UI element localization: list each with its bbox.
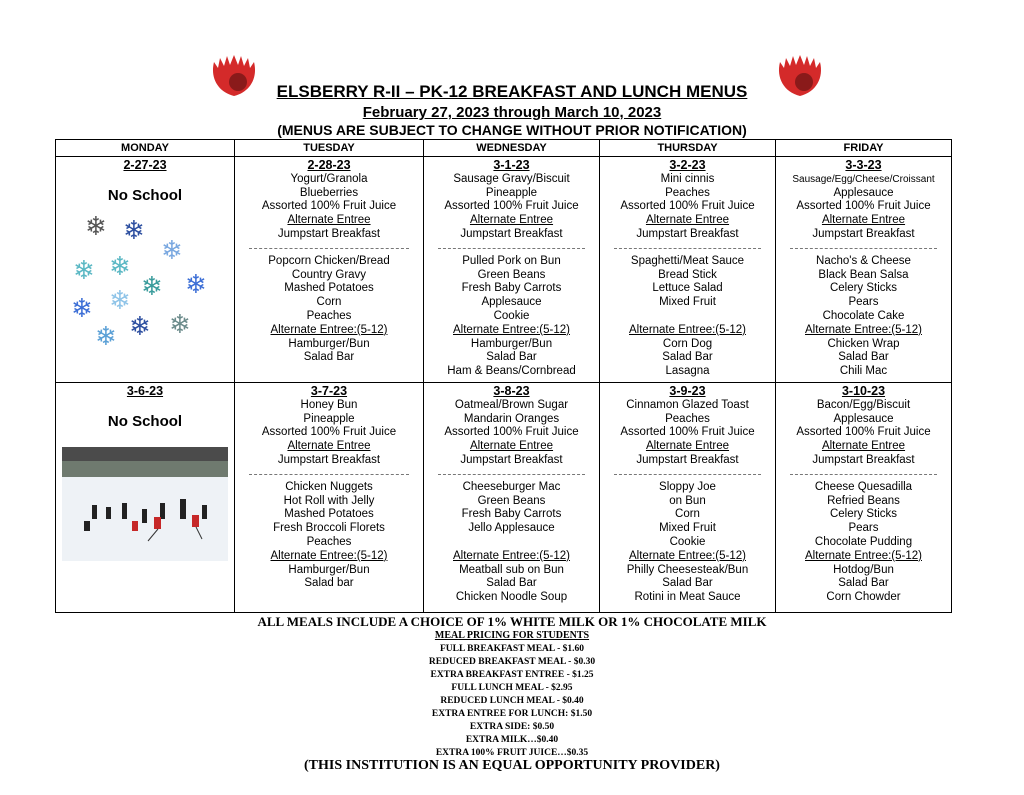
lunch-item: Sloppy Joe bbox=[659, 480, 716, 493]
breakfast-item: Alternate Entree bbox=[645, 214, 730, 227]
price-line: FULL BREAKFAST MEAL - $1.60 bbox=[439, 644, 585, 654]
lunch-item: Spaghetti/Meat Sauce bbox=[630, 254, 745, 267]
breakfast-item: Alternate Entree bbox=[469, 440, 554, 453]
lunch-item: Country Gravy bbox=[291, 268, 367, 281]
day-cell-tuesday bbox=[235, 383, 424, 613]
lunch-item: Salad Bar bbox=[838, 351, 889, 364]
price-line: EXTRA BREAKFAST ENTREE - $1.25 bbox=[430, 670, 594, 680]
lunch-item: Hot Roll with Jelly bbox=[283, 494, 375, 507]
breakfast-item: Jumpstart Breakfast bbox=[636, 227, 739, 240]
breakfast-item: Cinnamon Glazed Toast bbox=[626, 398, 749, 411]
lunch-item: on Bun bbox=[669, 494, 706, 507]
lunch-item: Salad Bar bbox=[662, 577, 713, 590]
day-cell-monday bbox=[56, 383, 235, 613]
lunch-item: Celery Sticks bbox=[829, 282, 898, 295]
breakfast-item: Assorted 100% Fruit Juice bbox=[261, 200, 397, 213]
breakfast-item: Honey Bun bbox=[300, 398, 358, 411]
day-header: WEDNESDAY bbox=[424, 140, 600, 157]
lunch-item: Bread Stick bbox=[658, 268, 717, 281]
lunch-item: Alternate Entree:(5-12) bbox=[805, 323, 922, 336]
snowflake-icon: ❄ bbox=[73, 254, 95, 285]
snowflake-icon: ❄ bbox=[141, 270, 163, 301]
lunch-item: Nacho's & Cheese bbox=[816, 254, 911, 267]
breakfast-item: Jumpstart Breakfast bbox=[460, 227, 563, 240]
day-header: FRIDAY bbox=[776, 140, 952, 157]
price-line: EXTRA SIDE: $0.50 bbox=[469, 722, 555, 732]
equal-opportunity-statement: (THIS INSTITUTION IS AN EQUAL OPPORTUNITY PROVIDER) bbox=[304, 758, 720, 773]
price-line: REDUCED LUNCH MEAL - $0.40 bbox=[440, 696, 584, 706]
breakfast-item: Bacon/Egg/Biscuit bbox=[816, 398, 911, 411]
lunch-item: Cheeseburger Mac bbox=[462, 480, 561, 493]
breakfast-item: Alternate Entree bbox=[645, 440, 730, 453]
lunch-item: Applesauce bbox=[481, 296, 542, 309]
breakfast-item: Assorted 100% Fruit Juice bbox=[444, 426, 579, 439]
lunch-item: Hotdog/Bun bbox=[833, 563, 894, 576]
menu-notice: (MENUS ARE SUBJECT TO CHANGE WITHOUT PRIOR NOTIFICATION) bbox=[277, 122, 747, 138]
lunch-item: Mashed Potatoes bbox=[284, 282, 374, 295]
day-date: 3-3-23 bbox=[845, 158, 882, 172]
no-school-label: No School bbox=[107, 412, 183, 430]
breakfast-item: Assorted 100% Fruit Juice bbox=[796, 200, 931, 213]
breakfast-item: Jumpstart Breakfast bbox=[460, 453, 563, 466]
lunch-item: Lasagna bbox=[665, 365, 710, 378]
lunch-item: Salad bar bbox=[304, 577, 354, 590]
day-date: 3-8-23 bbox=[493, 384, 530, 398]
pricing-heading: MEAL PRICING FOR STUDENTS bbox=[434, 630, 590, 641]
lunch-item: Corn bbox=[675, 508, 700, 521]
day-cell-tuesday bbox=[235, 157, 424, 383]
day-header: TUESDAY bbox=[235, 140, 424, 157]
lunch-item: Celery Sticks bbox=[829, 508, 898, 521]
lunch-item: Salad Bar bbox=[486, 577, 537, 590]
lunch-item: Fresh Baby Carrots bbox=[461, 282, 562, 295]
snowflake-icon: ❄ bbox=[71, 292, 93, 323]
day-date: 3-1-23 bbox=[493, 158, 530, 172]
lunch-item: Salad Bar bbox=[838, 577, 889, 590]
day-header: MONDAY bbox=[56, 140, 235, 157]
lunch-item: Alternate Entree:(5-12) bbox=[629, 549, 746, 562]
lunch-item: Alternate Entree:(5-12) bbox=[453, 549, 570, 562]
meal-divider bbox=[438, 474, 585, 475]
price-line: FULL LUNCH MEAL - $2.95 bbox=[451, 683, 573, 693]
day-cell-friday bbox=[776, 383, 952, 613]
snowflakes-image bbox=[65, 211, 225, 351]
breakfast-item: Jumpstart Breakfast bbox=[812, 453, 915, 466]
lunch-item: Cheese Quesadilla bbox=[814, 480, 913, 493]
lunch-item: Lettuce Salad bbox=[652, 282, 723, 295]
lunch-item: Ham & Beans/Cornbread bbox=[447, 365, 576, 378]
lunch-item: Philly Cheesesteak/Bun bbox=[626, 563, 749, 576]
snowflake-icon: ❄ bbox=[123, 214, 145, 245]
breakfast-item: Blueberries bbox=[299, 186, 359, 199]
breakfast-item: Alternate Entree bbox=[469, 214, 554, 227]
day-cell-monday bbox=[56, 157, 235, 383]
lunch-item: Chicken Nuggets bbox=[285, 480, 373, 493]
snowflake-icon: ❄ bbox=[95, 320, 117, 351]
day-date: 3-6-23 bbox=[126, 384, 164, 398]
lunch-item: Hamburger/Bun bbox=[470, 337, 553, 350]
snowflake-icon: ❄ bbox=[109, 284, 131, 315]
breakfast-item: Alternate Entree bbox=[821, 214, 906, 227]
breakfast-item: Sausage Gravy/Biscuit bbox=[453, 172, 570, 185]
meal-divider bbox=[438, 248, 585, 249]
day-cell-friday bbox=[776, 157, 952, 383]
menu-date-range: February 27, 2023 through March 10, 2023 bbox=[362, 104, 662, 121]
breakfast-item: Applesauce bbox=[833, 412, 894, 425]
breakfast-item: Assorted 100% Fruit Juice bbox=[620, 426, 755, 439]
menu-title: ELSBERRY R-II – PK-12 BREAKFAST AND LUNCH MENUS bbox=[276, 82, 748, 101]
lunch-item: Green Beans bbox=[477, 268, 546, 281]
price-line: EXTRA MILK…$0.40 bbox=[465, 735, 559, 745]
snowflake-icon: ❄ bbox=[85, 210, 107, 241]
breakfast-item: Mini cinnis bbox=[660, 172, 715, 185]
meal-divider bbox=[249, 248, 409, 249]
price-line: EXTRA ENTREE FOR LUNCH: $1.50 bbox=[431, 709, 593, 719]
lunch-item: Jello Applesauce bbox=[468, 522, 555, 535]
snowflake-icon: ❄ bbox=[161, 234, 183, 265]
day-date: 3-2-23 bbox=[669, 158, 706, 172]
day-header-row bbox=[56, 140, 952, 157]
lunch-item: Cookie bbox=[669, 535, 706, 548]
day-date: 3-7-23 bbox=[310, 384, 348, 398]
lunch-item: Alternate Entree:(5-12) bbox=[629, 323, 746, 336]
lunch-item: Hamburger/Bun bbox=[288, 337, 370, 350]
lunch-item: Chicken Noodle Soup bbox=[455, 591, 568, 604]
breakfast-item: Alternate Entree bbox=[821, 440, 906, 453]
breakfast-item: Sausage/Egg/Cheese/Croissant bbox=[792, 173, 935, 185]
lunch-item: Mixed Fruit bbox=[659, 522, 716, 535]
lunch-item: Popcorn Chicken/Bread bbox=[268, 254, 390, 267]
lunch-item: Alternate Entree:(5-12) bbox=[270, 549, 388, 562]
day-cell-wednesday bbox=[424, 157, 600, 383]
snowflake-icon: ❄ bbox=[169, 308, 191, 339]
lunch-item: Chili Mac bbox=[839, 365, 888, 378]
lunch-item: Alternate Entree:(5-12) bbox=[805, 549, 922, 562]
breakfast-item: Alternate Entree bbox=[287, 214, 371, 227]
day-header: THURSDAY bbox=[600, 140, 776, 157]
pond-hockey-photo bbox=[62, 447, 228, 561]
lunch-item: Pears bbox=[848, 296, 879, 309]
day-cell-wednesday bbox=[424, 383, 600, 613]
milk-notice: ALL MEALS INCLUDE A CHOICE OF 1% WHITE MILK OR 1% CHOCOLATE MILK bbox=[257, 614, 767, 629]
breakfast-item: Pineapple bbox=[485, 186, 538, 199]
day-cell-thursday bbox=[600, 157, 776, 383]
breakfast-item: Jumpstart Breakfast bbox=[812, 227, 915, 240]
breakfast-item: Pineapple bbox=[303, 412, 355, 425]
day-date: 3-10-23 bbox=[841, 384, 886, 398]
day-cell-thursday bbox=[600, 383, 776, 613]
lunch-item: Fresh Broccoli Florets bbox=[273, 522, 385, 535]
breakfast-item: Peaches bbox=[665, 186, 710, 199]
breakfast-item: Assorted 100% Fruit Juice bbox=[620, 200, 755, 213]
breakfast-item: Yogurt/Granola bbox=[290, 172, 368, 185]
lunch-item: Salad Bar bbox=[303, 351, 355, 364]
no-school-label: No School bbox=[107, 186, 183, 204]
meal-divider bbox=[790, 248, 937, 249]
lunch-item: Salad Bar bbox=[486, 351, 537, 364]
menu-table bbox=[55, 139, 952, 613]
lunch-item: Rotini in Meat Sauce bbox=[634, 591, 741, 604]
lunch-item: Mashed Potatoes bbox=[284, 508, 374, 521]
breakfast-item: Oatmeal/Brown Sugar bbox=[454, 398, 569, 411]
lunch-item: Cookie bbox=[493, 309, 530, 322]
lunch-item: Peaches bbox=[306, 535, 352, 548]
breakfast-item: Assorted 100% Fruit Juice bbox=[796, 426, 931, 439]
lunch-item: Hamburger/Bun bbox=[288, 563, 370, 576]
day-date: 2-28-23 bbox=[307, 158, 351, 172]
meal-divider bbox=[790, 474, 937, 475]
meal-divider bbox=[249, 474, 409, 475]
lunch-item: Green Beans bbox=[477, 494, 546, 507]
lunch-item: Mixed Fruit bbox=[659, 296, 716, 309]
snowflake-icon: ❄ bbox=[185, 268, 207, 299]
day-date: 2-27-23 bbox=[123, 158, 167, 172]
meal-divider bbox=[614, 474, 761, 475]
lunch-item: Alternate Entree:(5-12) bbox=[270, 323, 388, 336]
lunch-item: Black Bean Salsa bbox=[818, 268, 909, 281]
lunch-item bbox=[600, 310, 775, 324]
lunch-item: Peaches bbox=[306, 309, 352, 322]
week-row bbox=[56, 383, 952, 613]
snowflake-icon: ❄ bbox=[109, 250, 131, 281]
breakfast-item: Assorted 100% Fruit Juice bbox=[261, 426, 397, 439]
breakfast-item: Applesauce bbox=[833, 186, 894, 199]
breakfast-item: Mandarin Oranges bbox=[463, 412, 560, 425]
breakfast-item: Alternate Entree bbox=[287, 440, 371, 453]
breakfast-item: Jumpstart Breakfast bbox=[277, 453, 381, 466]
lunch-item: Pears bbox=[848, 522, 879, 535]
lunch-item: Corn bbox=[316, 296, 342, 309]
lunch-item: Salad Bar bbox=[662, 351, 713, 364]
lunch-item: Meatball sub on Bun bbox=[459, 563, 564, 576]
lunch-item: Fresh Baby Carrots bbox=[461, 508, 562, 521]
meal-divider bbox=[614, 248, 761, 249]
day-date: 3-9-23 bbox=[669, 384, 706, 398]
lunch-item: Corn Chowder bbox=[826, 591, 901, 604]
lunch-item: Chicken Wrap bbox=[827, 337, 900, 350]
lunch-item: Chocolate Cake bbox=[822, 309, 905, 322]
price-line: EXTRA 100% FRUIT JUICE…$0.35 bbox=[435, 748, 589, 758]
breakfast-item: Peaches bbox=[665, 412, 710, 425]
lunch-item: Pulled Pork on Bun bbox=[462, 254, 561, 267]
lunch-item: Alternate Entree:(5-12) bbox=[453, 323, 570, 336]
breakfast-item: Jumpstart Breakfast bbox=[277, 227, 381, 240]
lunch-item: Refried Beans bbox=[827, 494, 900, 507]
lunch-item bbox=[424, 536, 599, 550]
breakfast-item: Assorted 100% Fruit Juice bbox=[444, 200, 579, 213]
lunch-item: Chocolate Pudding bbox=[814, 535, 913, 548]
snowflake-icon: ❄ bbox=[129, 310, 151, 341]
lunch-item: Corn Dog bbox=[662, 337, 713, 350]
price-line: REDUCED BREAKFAST MEAL - $0.30 bbox=[428, 657, 596, 667]
breakfast-item: Jumpstart Breakfast bbox=[636, 453, 739, 466]
week-row bbox=[56, 157, 952, 383]
